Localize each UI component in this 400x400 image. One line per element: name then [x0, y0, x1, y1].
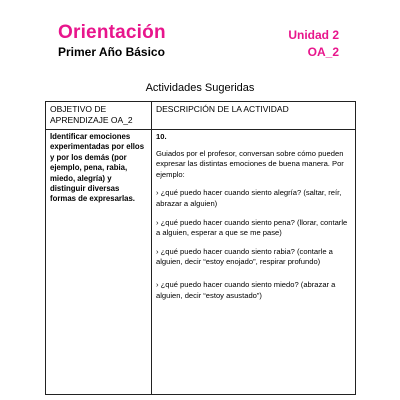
document-title: Orientación: [58, 22, 166, 43]
oa-label: OA_2: [307, 45, 339, 59]
activity-intro: Guiados por el profesor, conversan sobre cómo pueden expresar las distintas emociones de buena manera. Por ejemplo:: [156, 148, 344, 179]
table-header-row: [46, 102, 356, 130]
activities-table: [45, 101, 356, 395]
list-item: › ¿qué puedo hacer cuando siento pena? (llorar, contarle a alguien, esperar a que se me pase): [156, 217, 348, 238]
description-cell: [152, 130, 356, 395]
grade-subtitle: Primer Año Básico: [58, 45, 165, 59]
section-title: Actividades Sugeridas: [145, 82, 255, 94]
list-item: › ¿qué puedo hacer cuando siento alegría? (saltar, reír, abrazar a alguien): [156, 188, 342, 208]
unit-label: Unidad 2: [288, 28, 339, 42]
list-item: › ¿qué puedo hacer cuando siento rabia? (contarle a alguien, decir “estoy enojado”, respirar profundo): [156, 246, 333, 267]
activity-number: 10.: [156, 132, 167, 141]
objective-cell: Identificar emociones experimentadas por ellos y por los demás (por ejemplo, pena, rabia, miedo, alegría) y distinguir diversas formas de expresarlas.: [46, 130, 152, 395]
table-row: [46, 130, 356, 395]
objective-column-header: OBJETIVO DE APRENDIZAJE OA_2: [46, 102, 152, 130]
list-item: › ¿qué puedo hacer cuando siento miedo? (abrazar a alguien, decir “estoy asustado”): [156, 279, 336, 300]
description-column-header: DESCRIPCIÓN DE LA ACTIVIDAD: [152, 102, 356, 130]
